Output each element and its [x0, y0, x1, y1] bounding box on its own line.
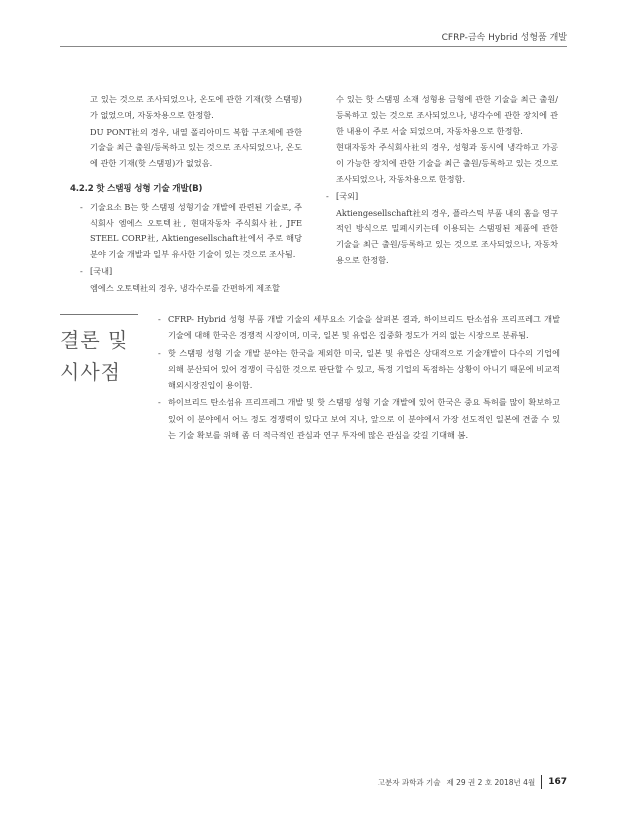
journal-name: 고분자 과학과 기술 [377, 777, 441, 787]
issue-info: 제 29 권 2 호 2018년 4월 [446, 777, 536, 787]
section-title-line: 시사점 [60, 360, 121, 384]
list-item [326, 189, 558, 205]
list-item [80, 200, 302, 263]
list-item [158, 345, 560, 394]
bullet-dash: - [326, 190, 329, 201]
bullet-dash: - [158, 347, 161, 358]
bullet-dash: - [158, 397, 161, 408]
section-divider [60, 314, 138, 315]
list-item [80, 264, 302, 280]
page-footer [378, 775, 567, 789]
left-column [70, 92, 302, 298]
paragraph: 엠에스 오토텍社의 경우, 냉각수로를 간편하게 제조할 [90, 282, 280, 293]
list-item-text: [국내] [90, 265, 113, 276]
paragraph: Aktiengesellschaft社의 경우, 플라스틱 부품 내의 홈을 영구적인 방식으로 밀폐시키는데 이용되는 스탬핑된 제품에 관한 기술을 최근 출원/등록하고 있는 것으로 조사되었으나, 자동차용으로 한정함. [336, 207, 558, 265]
paragraph: 고 있는 것으로 조사되었으나, 온도에 관한 기재(핫 스탬핑)가 없었으며, 자동차용으로 한정함. [90, 94, 302, 120]
section-title [60, 324, 150, 388]
running-header: CFRP-금속 Hybrid 성형품 개발 [441, 33, 567, 43]
section-title-line: 결론 및 [60, 328, 129, 352]
bullet-dash: - [80, 265, 83, 276]
list-item-text: 기술요소 B는 핫 스탬핑 성형기술 개발에 관련된 기술로, 주식회사 엠에스 오토텍社, 현대자동차 주식회사社, JFE STEEL CORP社, Aktiengesellschaft社에서 주로 해당 분야 기술 개발과 일부 유사한 기술이 있는 것으로 조사됨. [90, 201, 302, 260]
list-item [158, 311, 560, 344]
page-number: 167 [548, 777, 567, 787]
list-item [158, 394, 560, 443]
subsection-heading: 4.2.2 핫 스탬핑 성형 기술 개발(B) [70, 183, 203, 194]
paragraph: 수 있는 핫 스탬핑 소재 성형용 금형에 관한 기술을 최근 출원/등록하고 있는 것으로 조사되었으나, 냉각수에 관한 장치에 관한 내용이 주로 서술 되었으며, 자동차용으로 한정함. [336, 94, 558, 136]
bullet-dash: - [158, 314, 161, 324]
right-column [326, 92, 558, 270]
conclusion-list [158, 311, 560, 444]
paragraph: DU PONT社의 경우, 내열 폴리아미드 복합 구조체에 관한 기술을 최근 출원/등록하고 있는 것으로 조사되었으나, 온도에 관한 기재(핫 스탬핑)가 없었음. [90, 126, 302, 169]
list-item-text: 하이브리드 탄소섬유 프리프레그 개발 및 핫 스탬핑 성형 기술 개발에 있어 한국은 중요 특허를 많이 확보하고 있어 이 분야에서 어느 정도 경쟁력이 있다고 보여 지나, 앞으로 이 분야에서 가장 선도적인 일본에 견줄 수 있는 기술 확보를 위해 좀 더 적극적인 관심과 연구 투자에 많은 관심을 갖길 기대해 봄. [168, 397, 560, 441]
list-item-text: [국외] [336, 190, 359, 201]
paragraph: 현대자동차 주식회사社의 경우, 성형과 동시에 냉각하고 가공이 가능한 장치에 관한 기술을 최근 출원/등록하고 있는 것으로 조사되었으나, 자동차용으로 한정함. [336, 142, 558, 184]
list-item-text: CFRP- Hybrid 성형 부품 개발 기술의 세부요소 기술을 살펴본 결과, 하이브리드 탄소섬유 프리프레그 개발 기술에 대해 한국은 경쟁적 시장이며, 미국, 일본 및 유럽은 집중화 정도가 거의 없는 시장으로 분류됨. [168, 314, 560, 341]
header-divider [60, 46, 567, 47]
footer-divider [541, 775, 542, 789]
list-item-text: 핫 스탬핑 성형 기술 개발 분야는 한국을 제외한 미국, 일본 및 유럽은 상대적으로 기술개발이 다수의 기업에 의해 분산되어 있어 경쟁이 극심한 것으로 판단할 수 있고, 특정 기업의 독점하는 상황이 아니기 때문에 비교적 해외시장진입이 용이함. [168, 347, 560, 391]
bullet-dash: - [80, 201, 83, 212]
